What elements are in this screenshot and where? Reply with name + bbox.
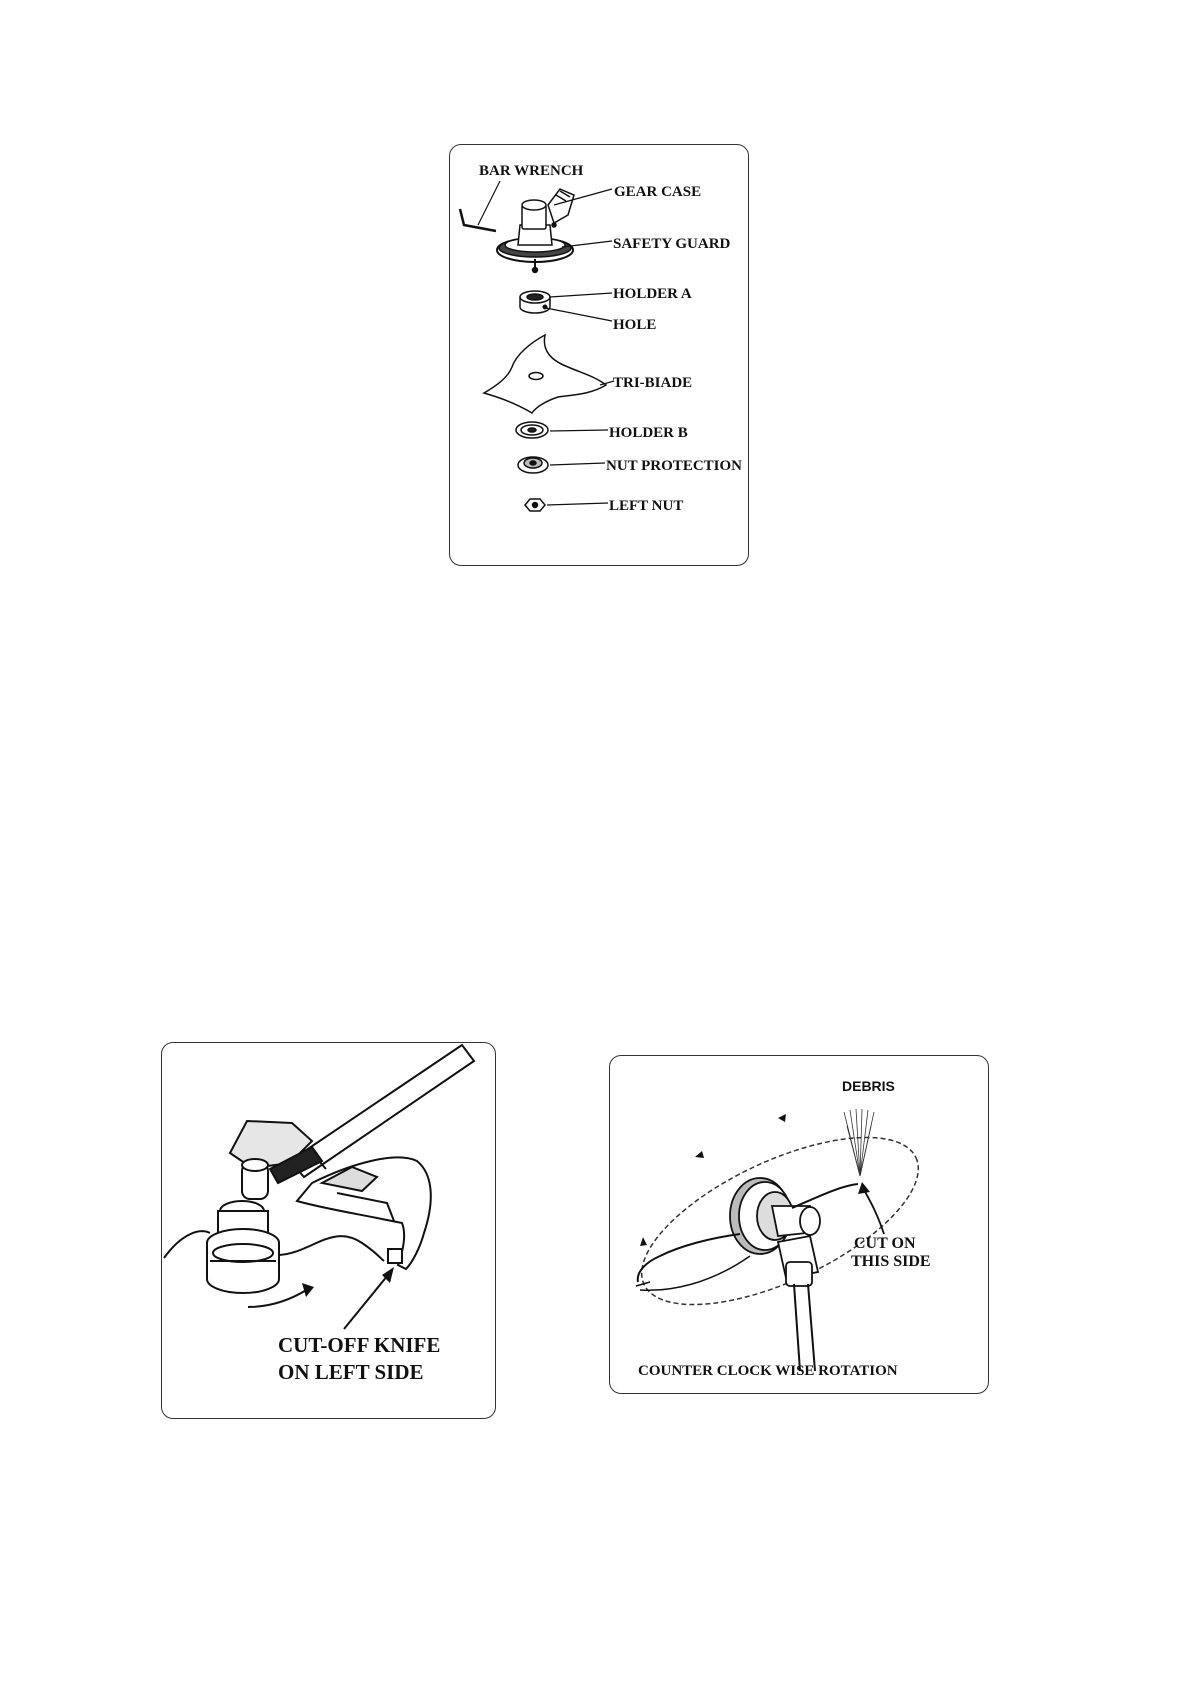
parts-diagram xyxy=(450,145,748,565)
hole-leader xyxy=(546,308,612,321)
trimmer-line-right xyxy=(792,1184,858,1208)
cut-off-knife-diagram xyxy=(162,1043,495,1418)
cut-side-arrowhead xyxy=(858,1182,870,1194)
rotation-arrowhead-bottom xyxy=(640,1237,647,1246)
parts-diagram-panel xyxy=(449,144,749,566)
cut-side-arrow xyxy=(864,1190,884,1234)
left-nut-drawing xyxy=(525,499,545,511)
debris-label: DEBRIS xyxy=(842,1078,895,1094)
bar-wrench-drawing xyxy=(460,209,496,231)
cut-side-label-line2: THIS SIDE xyxy=(851,1253,931,1270)
rotation-arrowhead-left xyxy=(695,1151,704,1158)
guard-drawing xyxy=(297,1157,431,1269)
tri-blade-label: TRI-BIADE xyxy=(613,375,693,391)
cut-off-knife-panel xyxy=(161,1042,496,1419)
knife-caption-line1: CUT-OFF KNIFE xyxy=(278,1333,441,1357)
rotation-caption: COUNTER CLOCK WISE ROTATION xyxy=(638,1363,898,1379)
holder-b-label: HOLDER B xyxy=(609,425,688,441)
knife-pointer-arrow xyxy=(344,1275,388,1329)
trimmer-head-drawing xyxy=(730,1178,820,1286)
safety-guard-label: SAFETY GUARD xyxy=(613,236,731,252)
trimmer-line-right xyxy=(279,1236,384,1261)
trimmer-line-left-outline xyxy=(636,1256,750,1290)
rotation-diagram xyxy=(610,1056,988,1393)
bar-wrench-leader xyxy=(478,181,500,225)
left-nut-label: LEFT NUT xyxy=(609,498,684,514)
debris-drawing xyxy=(844,1109,874,1176)
gear-case-label: GEAR CASE xyxy=(614,184,702,200)
nut-protection-leader xyxy=(550,463,605,465)
holder-b-drawing xyxy=(516,422,548,438)
holder-b-leader xyxy=(550,430,608,431)
tri-blade-drawing xyxy=(484,335,606,413)
nut-protection-label: NUT PROTECTION xyxy=(606,458,742,474)
trimmer-line-left xyxy=(164,1231,210,1258)
trimmer-line-left xyxy=(638,1234,740,1282)
holder-a-label: HOLDER A xyxy=(613,286,692,302)
cut-side-label-line1: CUT ON xyxy=(854,1235,916,1252)
cut-off-knife-drawing xyxy=(388,1249,402,1263)
gear-case-drawing xyxy=(497,189,574,273)
shaft-drawing xyxy=(794,1284,815,1371)
hole-label: HOLE xyxy=(613,317,657,333)
holder-a-leader xyxy=(550,293,612,297)
rotation-arrowhead xyxy=(302,1283,314,1297)
nut-protection-drawing xyxy=(518,457,548,473)
left-nut-leader xyxy=(547,503,608,505)
rotation-arrowhead-top xyxy=(778,1114,786,1122)
holder-a-drawing xyxy=(520,291,550,313)
knife-caption-line2: ON LEFT SIDE xyxy=(278,1360,424,1384)
bar-wrench-label: BAR WRENCH xyxy=(479,163,584,179)
rotation-panel xyxy=(609,1055,989,1394)
gear-head-drawing xyxy=(207,1121,322,1293)
